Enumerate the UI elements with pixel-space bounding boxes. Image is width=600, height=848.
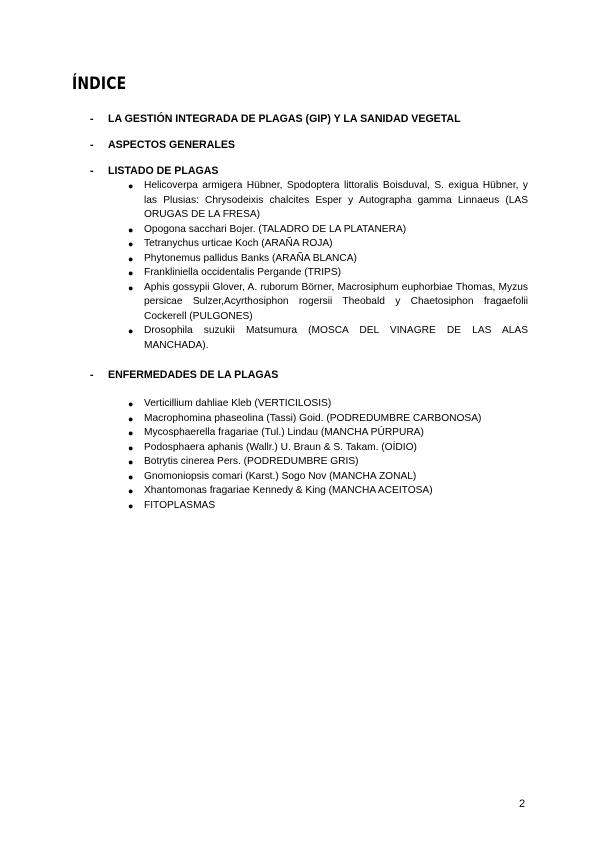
- bullet-icon: ●: [128, 486, 134, 496]
- list-item[interactable]: ● Verticillium dahliae Kleb (VERTICILOSIS): [128, 397, 528, 412]
- page-number: 2: [519, 798, 526, 810]
- list-item[interactable]: ● Mycosphaerella fragariae (Tul.) Lindau (MANCHA PÚRPURA): [128, 426, 528, 441]
- list-item[interactable]: ● Drosophila suzukii Matsumura (MOSCA DEL VINAGRE DE LAS ALAS MANCHADA).: [128, 325, 528, 351]
- list-item[interactable]: ● Frankliniella occidentalis Pergande (TRIPS): [128, 266, 528, 281]
- list-item[interactable]: ● Gnomoniopsis comari (Karst.) Sogo Nov (MANCHA ZONAL): [128, 470, 528, 485]
- list-item[interactable]: ● Xhantomonas fragariae Kennedy & King (MANCHA ACEITOSA): [128, 484, 528, 499]
- bullet-icon: ●: [128, 224, 134, 235]
- bullet-icon: ●: [128, 326, 134, 336]
- list-item[interactable]: ● Tetranychus urticae Koch (ARAÑA ROJA): [128, 237, 528, 252]
- toc-section-label: ASPECTOS GENERALES: [108, 139, 235, 151]
- plagas-list: [128, 179, 528, 353]
- bullet-icon: ●: [128, 442, 134, 453]
- bullet-icon: ●: [128, 471, 134, 482]
- bullet-icon: ●: [128, 282, 134, 293]
- list-item[interactable]: ● Opogona sacchari Bojer. (TALADRO DE LA PLATANERA): [128, 223, 528, 238]
- toc-section-label: LISTADO DE PLAGAS: [108, 165, 219, 177]
- page-title: ÍNDICE: [72, 74, 127, 94]
- list-item[interactable]: ● Phytonemus pallidus Banks (ARAÑA BLANCA): [128, 252, 528, 267]
- bullet-icon: ●: [128, 181, 134, 191]
- bullet-icon: ●: [128, 413, 134, 424]
- list-item[interactable]: ● FITOPLASMAS: [128, 499, 528, 514]
- dash-marker: -: [90, 113, 94, 125]
- list-item[interactable]: ● Macrophomina phaseolina (Tassi) Goid. (PODREDUMBRE CARBONOSA): [128, 412, 528, 427]
- toc-section-label: LA GESTIÓN INTEGRADA DE PLAGAS (GIP) Y LA SANIDAD VEGETAL: [108, 113, 461, 125]
- dash-marker: -: [90, 369, 94, 381]
- bullet-icon: ●: [128, 500, 134, 511]
- dash-marker: -: [90, 139, 94, 151]
- bullet-icon: ●: [128, 457, 134, 467]
- toc-section-label: ENFERMEDADES DE LA PLAGAS: [108, 369, 279, 381]
- list-item[interactable]: ● Botrytis cinerea Pers. (PODREDUMBRE GRIS): [128, 455, 528, 470]
- list-item[interactable]: ● Helicoverpa armigera Hübner, Spodoptera littoralis Boisduval, S. exigua Hübner, y las Plusias: Chrysodeixis chalcites Esper y Autographa gamma Linnaeus (LAS ORUGAS DE LA FRESA): [128, 180, 528, 220]
- dash-marker: -: [90, 165, 94, 177]
- bullet-icon: ●: [128, 268, 134, 278]
- enfermedades-list: [128, 397, 528, 513]
- bullet-icon: ●: [128, 399, 134, 409]
- bullet-icon: ●: [128, 253, 134, 264]
- bullet-icon: ●: [128, 428, 134, 438]
- list-item[interactable]: ● Podosphaera aphanis (Wallr.) U. Braun & S. Takam. (OÍDIO): [128, 441, 528, 456]
- bullet-icon: ●: [128, 239, 134, 249]
- list-item[interactable]: ● Aphis gossypii Glover, A. ruborum Börner, Macrosiphum euphorbiae Thomas, Myzus persicae Sulzer,Acyrthosiphon rogersii Theobald y Chaetosiphon fragaefolii Cockerell (PULGONES): [128, 281, 528, 322]
